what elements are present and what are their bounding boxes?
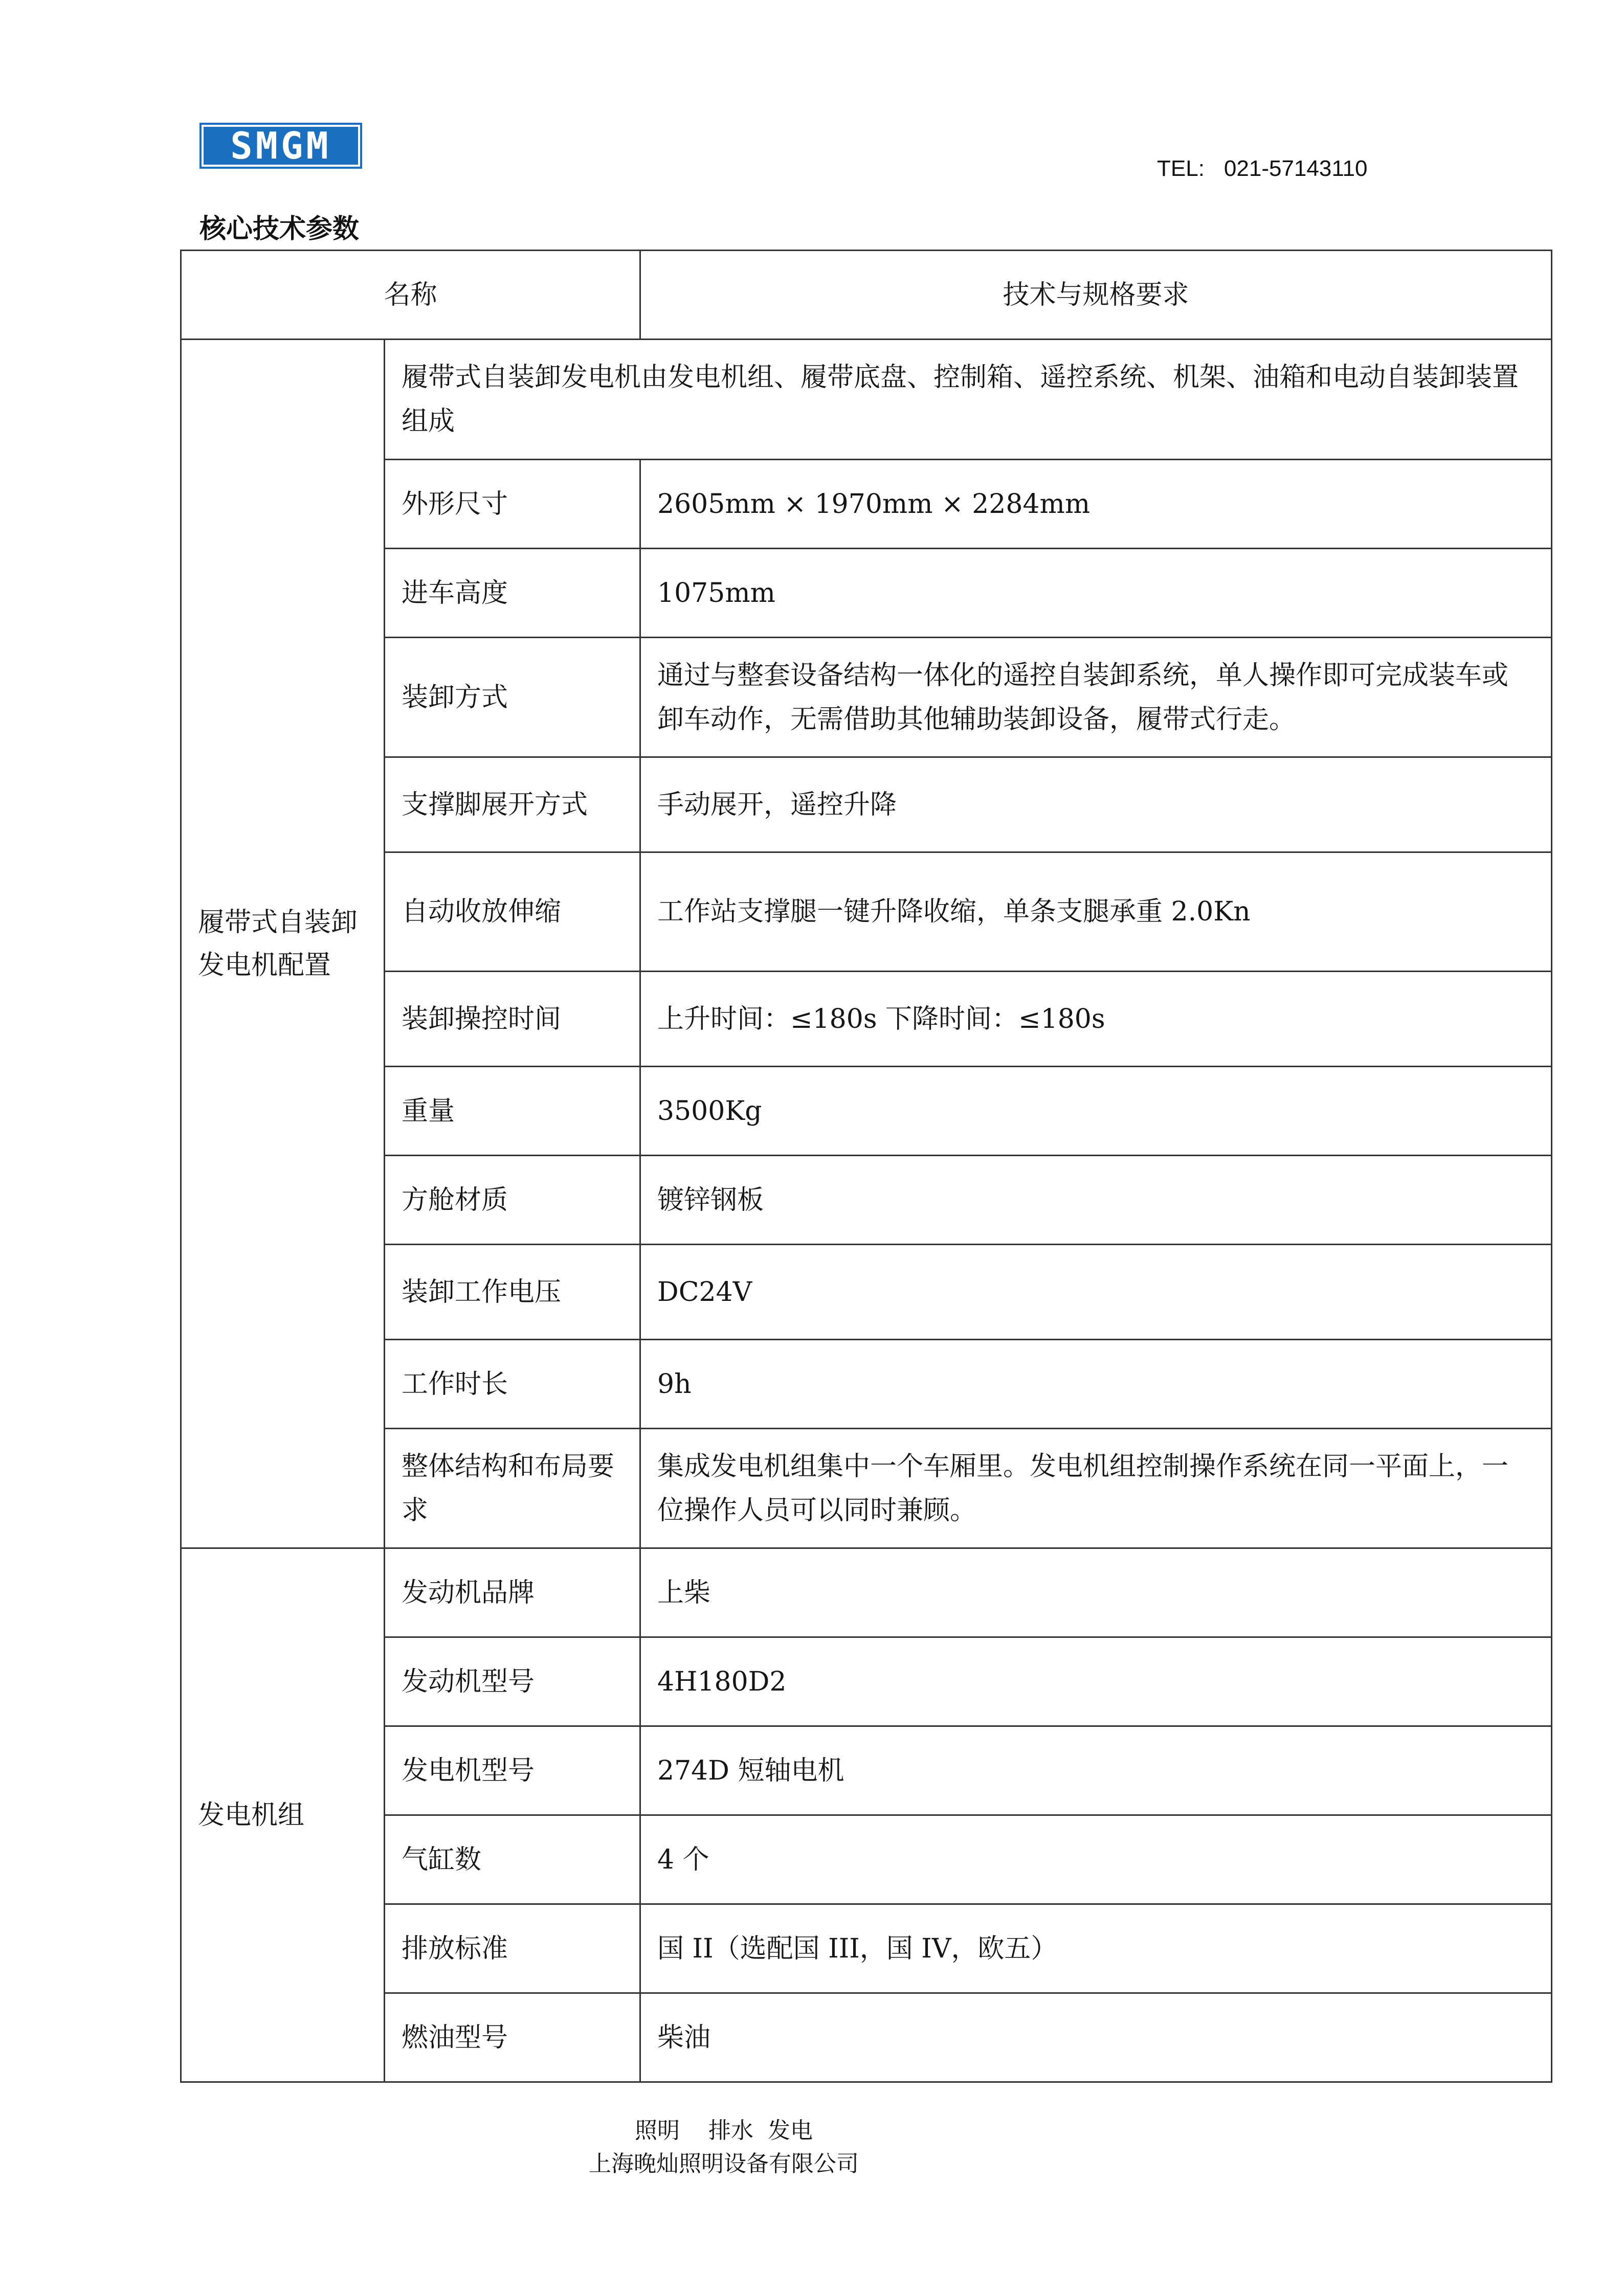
param-name: 支撑脚展开方式 bbox=[385, 757, 640, 852]
table-row bbox=[181, 852, 1552, 972]
footer-services: 照明 排水 发电 bbox=[635, 2118, 813, 2144]
param-name: 发电机型号 bbox=[385, 1726, 640, 1815]
contact-phone bbox=[1157, 156, 1368, 182]
intro-cell: 履带式自装卸发电机由发电机组、履带底盘、控制箱、遥控系统、机架、油箱和电动自装卸装置组成 bbox=[385, 340, 1552, 460]
tel-label: TEL: bbox=[1157, 156, 1205, 181]
table-header-row bbox=[181, 251, 1552, 340]
param-name: 进车高度 bbox=[385, 549, 640, 638]
table-row bbox=[181, 1429, 1552, 1548]
table-row bbox=[181, 1067, 1552, 1156]
param-value: DC24V bbox=[640, 1245, 1552, 1340]
param-value: 上柴 bbox=[640, 1548, 1552, 1637]
param-name: 发动机品牌 bbox=[385, 1548, 640, 1637]
param-value: 手动展开，遥控升降 bbox=[640, 757, 1552, 852]
table-row bbox=[181, 972, 1552, 1067]
param-value: 4H180D2 bbox=[640, 1637, 1552, 1726]
param-name: 发动机型号 bbox=[385, 1637, 640, 1726]
table-row bbox=[181, 460, 1552, 549]
table-row bbox=[181, 1904, 1552, 1993]
param-value: 镀锌钢板 bbox=[640, 1156, 1552, 1245]
logo-text: SMGM bbox=[230, 124, 331, 167]
param-value: 柴油 bbox=[640, 1993, 1552, 2082]
param-value: 2605mm × 1970mm × 2284mm bbox=[640, 460, 1552, 549]
param-name: 自动收放伸缩 bbox=[385, 852, 640, 972]
table-row bbox=[181, 1548, 1552, 1637]
param-name: 燃油型号 bbox=[385, 1993, 640, 2082]
footer-company: 上海晚灿照明设备有限公司 bbox=[589, 2151, 859, 2177]
param-name: 气缸数 bbox=[385, 1815, 640, 1904]
table-row bbox=[181, 1245, 1552, 1340]
company-logo bbox=[199, 123, 362, 169]
param-name: 方舱材质 bbox=[385, 1156, 640, 1245]
param-value: 274D 短轴电机 bbox=[640, 1726, 1552, 1815]
param-value: 9h bbox=[640, 1340, 1552, 1429]
table-row bbox=[181, 1993, 1552, 2082]
param-name: 重量 bbox=[385, 1067, 640, 1156]
param-name: 装卸方式 bbox=[385, 638, 640, 757]
table-row bbox=[181, 638, 1552, 757]
table-row bbox=[181, 340, 1552, 460]
table-row bbox=[181, 1340, 1552, 1429]
table-row bbox=[181, 1815, 1552, 1904]
param-name: 整体结构和布局要求 bbox=[385, 1429, 640, 1548]
param-name: 排放标准 bbox=[385, 1904, 640, 1993]
param-name: 装卸操控时间 bbox=[385, 972, 640, 1067]
param-name: 装卸工作电压 bbox=[385, 1245, 640, 1340]
spec-table bbox=[180, 250, 1552, 2083]
section-title: 核心技术参数 bbox=[199, 214, 360, 244]
param-value: 国 II（选配国 III，国 IV，欧五） bbox=[640, 1904, 1552, 1993]
col-header-spec: 技术与规格要求 bbox=[640, 251, 1552, 340]
param-name: 外形尺寸 bbox=[385, 460, 640, 549]
param-value: 4 个 bbox=[640, 1815, 1552, 1904]
param-value: 上升时间：≤180s 下降时间：≤180s bbox=[640, 972, 1552, 1067]
param-value: 集成发电机组集中一个车厢里。发电机组控制操作系统在同一平面上，一位操作人员可以同时兼顾。 bbox=[640, 1429, 1552, 1548]
table-row bbox=[181, 1156, 1552, 1245]
table-row bbox=[181, 757, 1552, 852]
group-label: 履带式自装卸发电机配置 bbox=[181, 340, 385, 1548]
table-row bbox=[181, 1637, 1552, 1726]
param-value: 通过与整套设备结构一体化的遥控自装卸系统，单人操作即可完成装车或卸车动作，无需借助其他辅助装卸设备，履带式行走。 bbox=[640, 638, 1552, 757]
param-value: 1075mm bbox=[640, 549, 1552, 638]
table-row bbox=[181, 1726, 1552, 1815]
tel-number: 021-57143110 bbox=[1223, 156, 1368, 181]
param-value: 工作站支撑腿一键升降收缩，单条支腿承重 2.0Kn bbox=[640, 852, 1552, 972]
col-header-name: 名称 bbox=[181, 251, 640, 340]
param-name: 工作时长 bbox=[385, 1340, 640, 1429]
group-label: 发电机组 bbox=[181, 1548, 385, 2082]
table-row bbox=[181, 549, 1552, 638]
param-value: 3500Kg bbox=[640, 1067, 1552, 1156]
